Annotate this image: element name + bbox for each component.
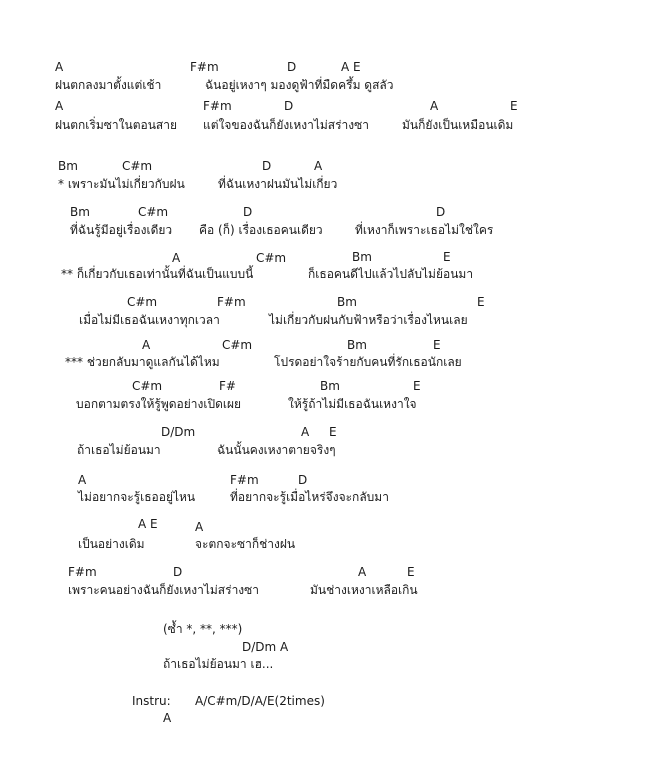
lyric: ก็เธอคนดีไปแล้วไปลับไม่ย้อนมา <box>308 267 474 281</box>
instru-label: Instru: <box>132 694 171 708</box>
lyric: *** ช่วยกลับมาดูแลกันได้ไหม <box>65 355 220 369</box>
chord: A <box>430 99 439 113</box>
lyric: ถ้าเธอไม่ย้อนมา เฮ... <box>163 657 274 671</box>
chord: Bm <box>347 338 367 352</box>
chord: Bm <box>337 295 357 309</box>
chord: E <box>510 99 518 113</box>
lyric: เป็นอย่างเดิม <box>78 537 145 551</box>
chord: Bm <box>70 205 90 219</box>
lyric: ให้รู้ถ้าไม่มีเธอฉันเหงาใจ <box>288 397 417 411</box>
chord: D <box>173 565 183 579</box>
lyric: คือ (ก็) เรื่องเธอคนเดียว <box>199 223 323 237</box>
chord: D <box>287 60 297 74</box>
lyric: ฉันนั้นคงเหงาตายจริงๆ <box>217 443 336 457</box>
chord: D <box>436 205 446 219</box>
lyric: ที่ฉันรู้มีอยู่เรื่องเดียว <box>70 223 173 237</box>
chord: A E <box>341 60 361 74</box>
chord: F# <box>219 379 236 393</box>
chord: F#m <box>68 565 97 579</box>
chord: Bm <box>320 379 340 393</box>
lyric: ฝนตกลงมาตั้งแต่เช้า <box>55 78 162 92</box>
chord: C#m <box>256 251 287 265</box>
lyric: ฝนตกเริ่มซาในตอนสาย <box>55 118 177 132</box>
chord: Bm <box>58 159 78 173</box>
lyric: ที่เหงาก็เพราะเธอไม่ใช่ใคร <box>355 223 494 237</box>
chord: D <box>243 205 253 219</box>
chord: E <box>407 565 415 579</box>
chord: A <box>78 473 87 487</box>
lyric: บอกตามตรงให้รู้พูดอย่างเปิดเผย <box>76 397 242 411</box>
lyric: ฉันอยู่เหงาๆ มองดูฟ้าที่มืดครึ้ม ดูสลัว <box>205 78 394 92</box>
chord: A <box>314 159 323 173</box>
chord: A E <box>138 517 158 531</box>
chord: C#m <box>138 205 169 219</box>
lyric: มันช่างเหงาเหลือเกิน <box>310 583 418 597</box>
chord: D <box>262 159 272 173</box>
chord: D/Dm A <box>242 640 289 654</box>
chord: A <box>163 711 172 725</box>
repeat-note: (ซ้ำ *, **, ***) <box>163 622 243 636</box>
chord: A <box>301 425 310 439</box>
chord: A <box>195 520 204 534</box>
chord: C#m <box>122 159 153 173</box>
chord: Bm <box>352 250 372 264</box>
lyric: แต่ใจของฉันก็ยังเหงาไม่สร่างซา <box>203 118 370 132</box>
lyric: * เพราะมันไม่เกี่ยวกับฝน <box>58 177 185 191</box>
chord: E <box>329 425 337 439</box>
chord: E <box>433 338 441 352</box>
chord: F#m <box>217 295 246 309</box>
chord: C#m <box>132 379 163 393</box>
lyric: ** ก็เกี่ยวกับเธอเท่านั้นที่ฉันเป็นแบบนี้ <box>61 267 254 281</box>
chord: A <box>55 60 64 74</box>
chord: F#m <box>203 99 232 113</box>
chord: A <box>172 251 181 265</box>
lyric: จะตกจะซาก็ช่างฝน <box>195 537 296 551</box>
chord: A <box>358 565 367 579</box>
lyric: ที่ฉันเหงาฝนมันไม่เกี่ยว <box>218 177 338 191</box>
lyric: เพราะคนอย่างฉันก็ยังเหงาไม่สร่างซา <box>68 583 260 597</box>
chord: A <box>55 99 64 113</box>
lyric: โปรดอย่าใจร้ายกับคนที่รักเธอนักเลย <box>274 355 462 369</box>
chord: F#m <box>230 473 259 487</box>
lyric: ไม่เกี่ยวกับฝนกับฟ้าหรือว่าเรื่องไหนเลย <box>269 313 468 327</box>
chord: D/Dm <box>161 425 196 439</box>
lyric: มันก็ยังเป็นเหมือนเดิม <box>402 118 514 132</box>
lyric: ไม่อยากจะรู้เธออยู่ไหน <box>78 490 196 504</box>
chord: C#m <box>127 295 158 309</box>
instru-chords: A/C#m/D/A/E(2times) <box>195 694 325 708</box>
lyric: ถ้าเธอไม่ย้อนมา <box>77 443 161 457</box>
chord: E <box>443 250 451 264</box>
chord: E <box>413 379 421 393</box>
chord: E <box>477 295 485 309</box>
lyric: ที่อยากจะรู้เมื่อไหร่จึงจะกลับมา <box>230 490 389 504</box>
chord: D <box>298 473 308 487</box>
lyric: เมื่อไม่มีเธอฉันเหงาทุกเวลา <box>79 313 220 327</box>
chord: C#m <box>222 338 253 352</box>
chord: A <box>142 338 151 352</box>
chord: D <box>284 99 294 113</box>
chord: F#m <box>190 60 219 74</box>
